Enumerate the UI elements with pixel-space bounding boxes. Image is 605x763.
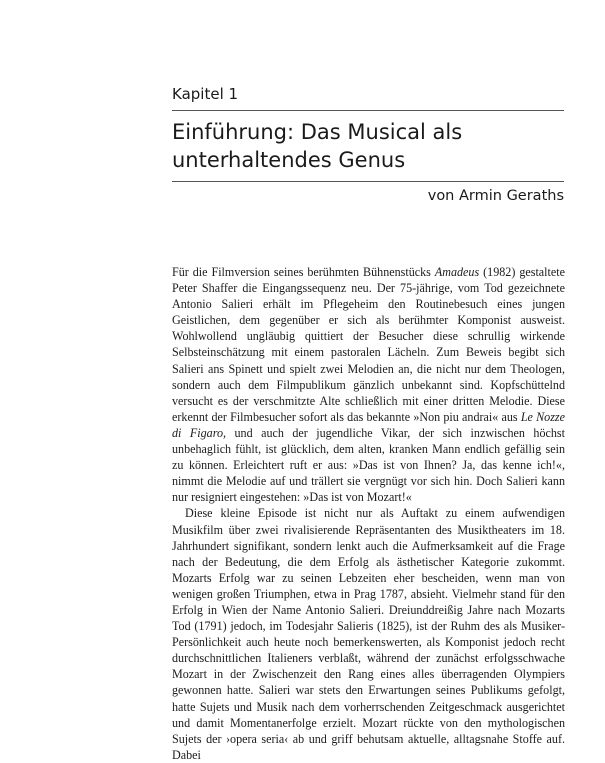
work-title-figaro: Le Nozze di Figaro, xyxy=(172,409,565,440)
paragraph-2: Diese kleine Episode ist nicht nur als Auftakt zu einem aufwendigen Musikfilm über zwei rivalisierende Repräsentanten des Musiktheaters im 18. Jahrhundert signifikant, sondern lenkt auch die Aufmerksamkeit auf die Frage nach der Bedeutung, die dem Erfolg als ästhetischer Kategorie zukommt. Mozarts Erfolg war zu seinen Lebzeiten eher bescheiden, wenn man von wenigen großen Triumphen, etwa in Prag 1787, absieht. Vielmehr stand für den Erfolg in Wien der Name Antonio Salieri. Dreiunddreißig Jahre nach Mozarts Tod (1791) jedoch, im Todesjahr Salieris (1825), ist der Ruhm des als Musiker-Persönlichkeit auch heute noch bemerkenswerten, als Komponist jedoch recht durchschnittlichen Italieners verblaßt, während der zunächst erfolgsschwache Mozart in der Zwischenzeit den Rang eines alles überragenden Olympiers gewonnen hatte. Salieri war stets den Erwartungen seines Publikums gefolgt, hatte Sujets und Musik nach dem vorherrschenden Zeitgeschmack ausgerichtet und damit Momentanerfolge erzielt. Mozart rückte von den mythologischen Sujets der ›opera seria‹ ab und griff behutsam aktuelle, alltagsnahe Stoffe auf. Dabei xyxy=(172,506,565,762)
chapter-rule-top xyxy=(172,110,564,111)
chapter-title-line-1: Einführung: Das Musical als xyxy=(172,120,463,144)
paragraph-1-text-e: und auch der jugendliche Vikar, der sich inzwischen höchst unbehaglich fühlt, ist glücklich, dem alten, kranken Mann endlich gefällig sein zu können. Erleichtert ruft er aus: »Das ist von Ihnen? Ja, das kenne ich!«, nimmt die Melodie auf und trällert sie vergnügt vor sich hin. Doch Salieri kann nur resigniert eingestehen: »Das ist von Mozart!« xyxy=(172,425,565,505)
chapter-rule-bottom xyxy=(172,181,564,182)
work-title-amadeus: Amadeus xyxy=(434,265,480,279)
chapter-author: von Armin Geraths xyxy=(427,188,564,204)
chapter-title-line-2: unterhaltendes Genus xyxy=(172,148,406,172)
paragraph-1 xyxy=(172,264,565,505)
paragraph-1-text-c: (1982) gestaltete Peter Shaffer die Eingangssequenz neu. Der 75-jährige, vom Tod gezeichnete Antonio Salieri erhält im Pflegeheim den Routinebesuch eines jungen Geistlichen, dem gegenüber er sich als berühmter Komponist ausweist. Wohlwollend ungläubig quittiert der Besucher diese schrullig wirkende Selbsteinschätzung mit einem pastoralen Lächeln. Zum Beweis begibt sich Salieri ans Spinett und spielt zwei Melodien an, die nicht nur dem Theologen, sondern auch dem Filmpublikum gänzlich unbekannt sind. Kopfschüttelnd versucht es der verschmitzte Alte schließlich mit einer dritten Melodie. Diese erkennt der Filmbesucher sofort als das bekannte »Non piu andrai« aus xyxy=(172,265,565,424)
chapter-title xyxy=(172,118,572,174)
body-text xyxy=(172,264,565,763)
chapter-label: Kapitel 1 xyxy=(172,85,239,103)
paragraph-1-text-a: Für die Filmversion seines berühmten Bühnenstücks xyxy=(172,265,435,279)
